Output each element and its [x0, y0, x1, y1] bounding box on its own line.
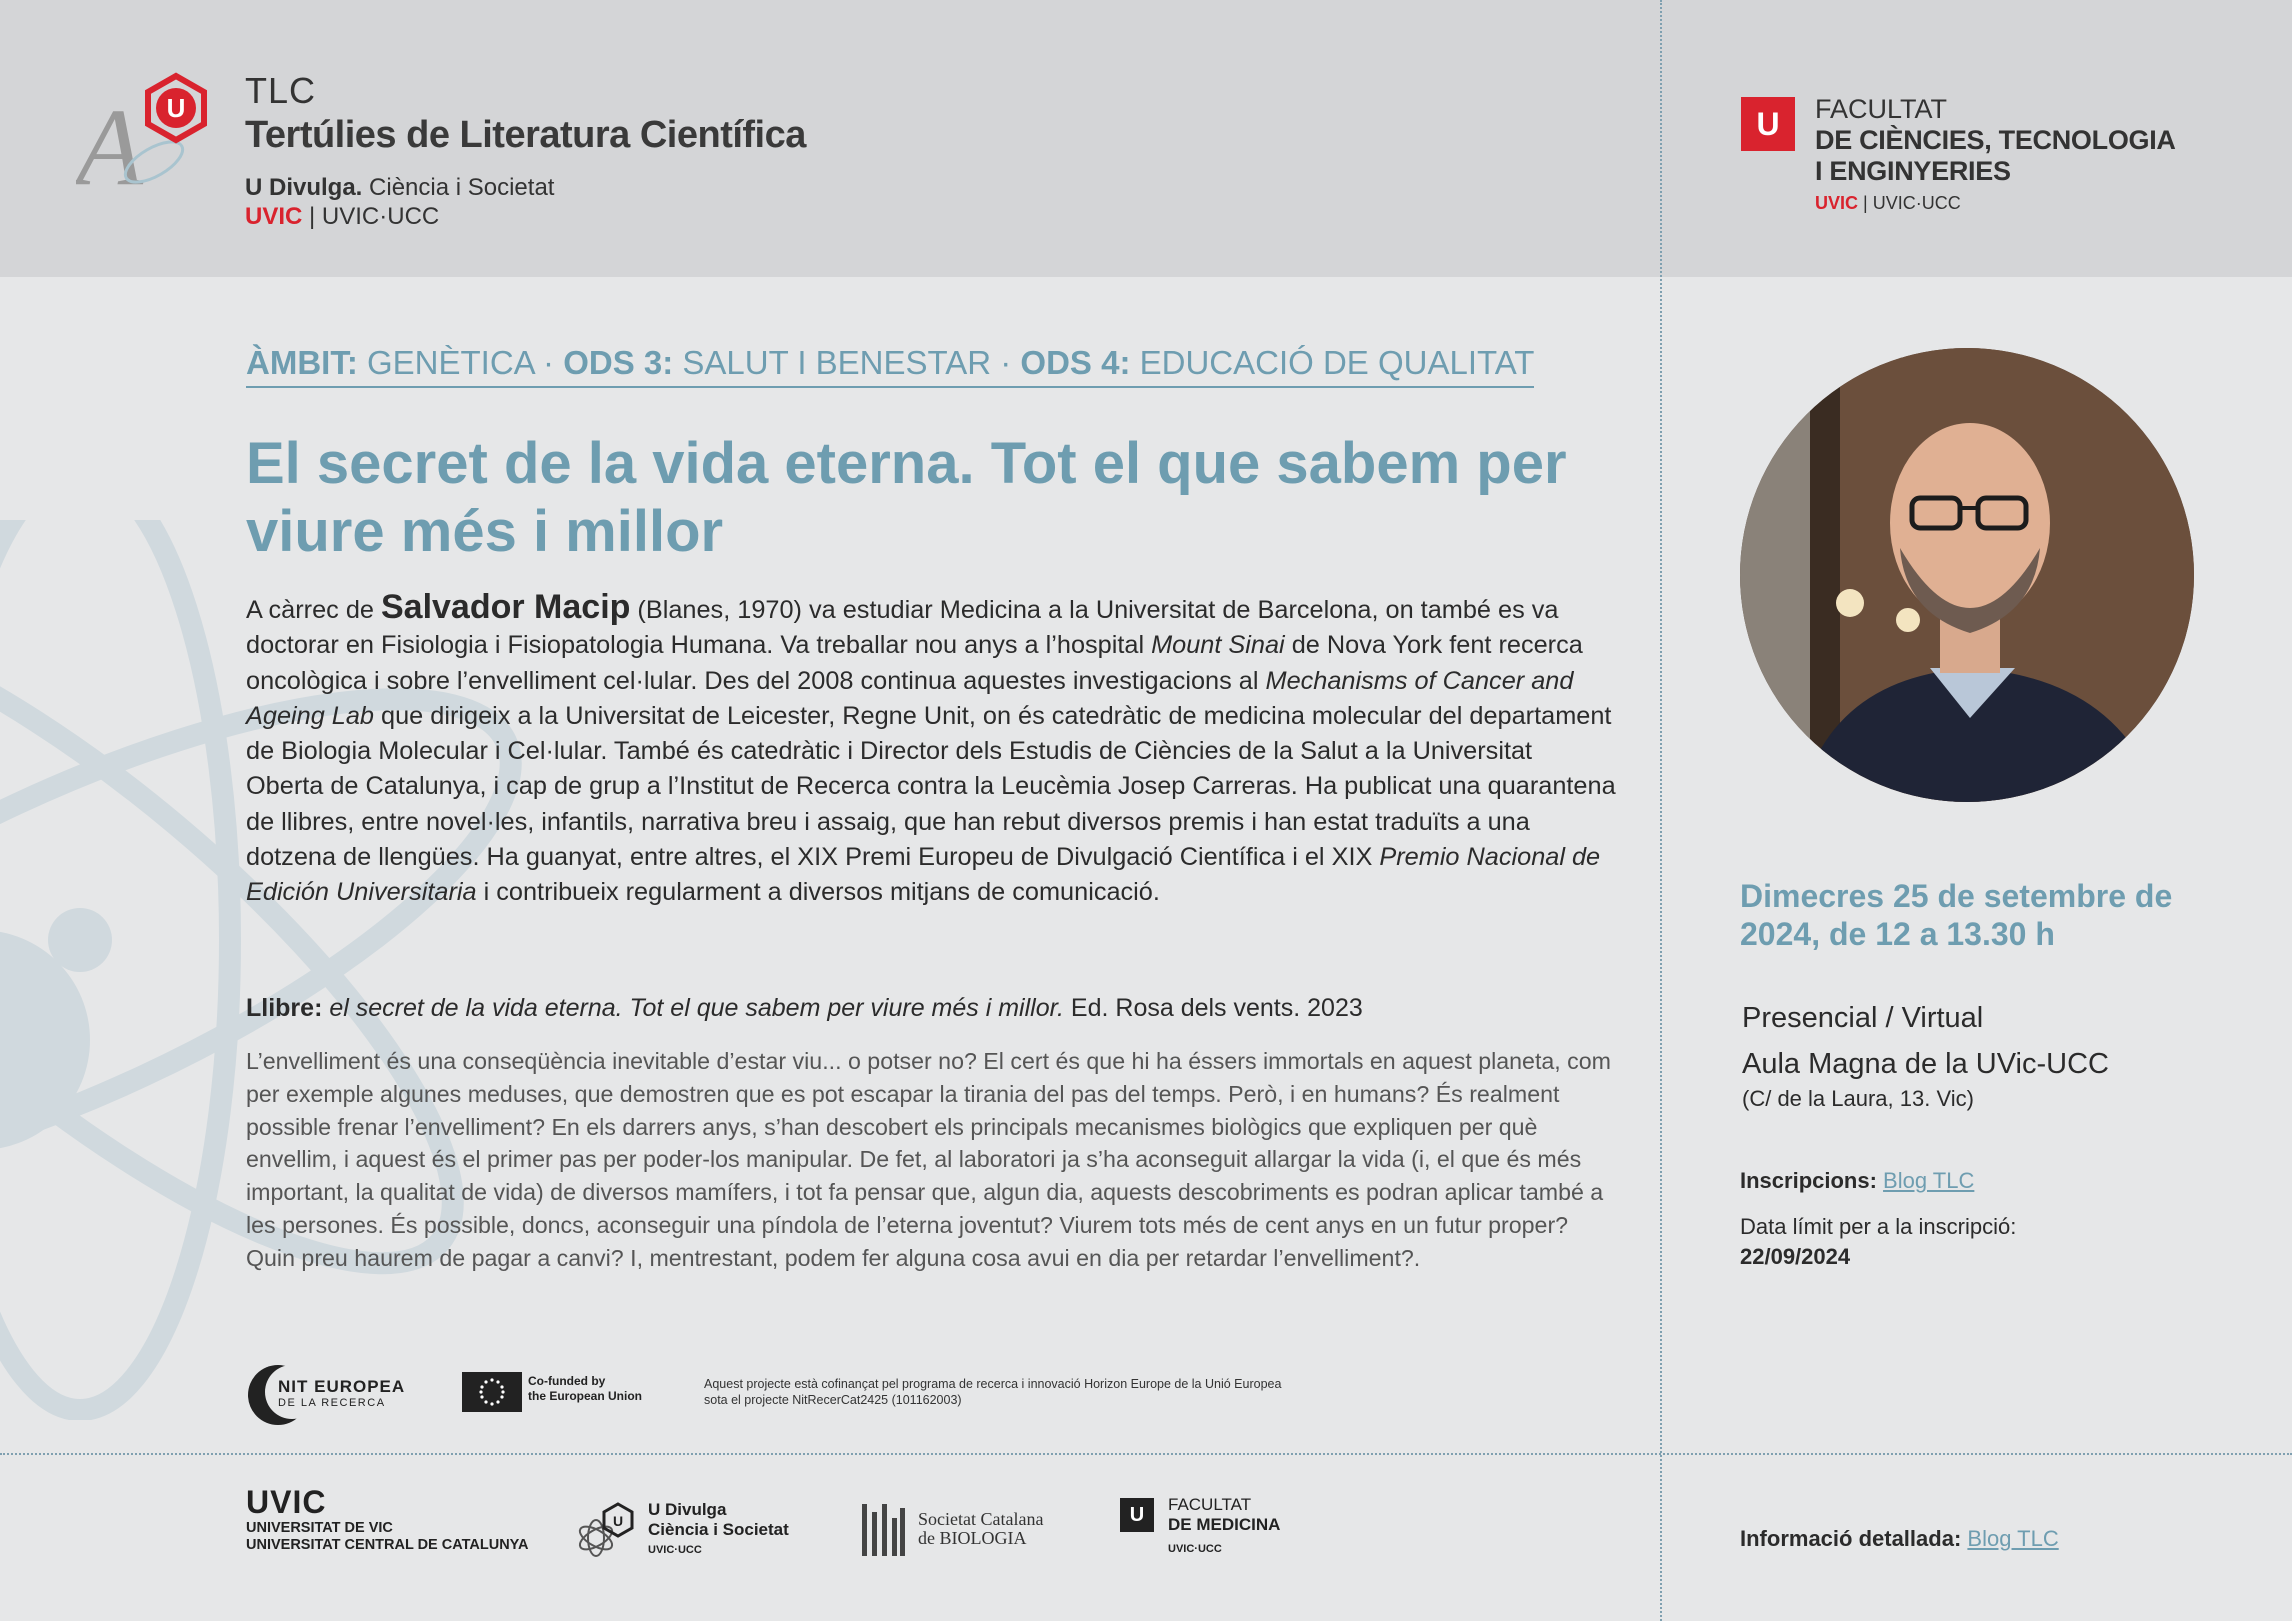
- vertical-divider: [1660, 0, 1662, 1621]
- tlc-name: Tertúlies de Literatura Científica: [245, 114, 806, 156]
- book-line: Llibre: el secret de la vida eterna. Tot el que sabem per viure més i millor. Ed. Rosa dels vents. 2023: [246, 994, 1363, 1022]
- eu-flag-icon: [462, 1372, 522, 1412]
- tlc-logo-icon: [76, 72, 221, 197]
- detailed-info: Informació detallada: Blog TLC: [1740, 1526, 2059, 1551]
- speaker-photo: [1740, 348, 2194, 802]
- speaker-name: Salvador Macip: [380, 588, 631, 626]
- info-link[interactable]: Blog TLC: [1967, 1526, 2059, 1551]
- tlc-abbr: TLC: [245, 70, 317, 111]
- ambit-line: ÀMBIT: GENÈTICA · ODS 3: SALUT I BENESTAR · ODS 4: EDUCACIÓ DE QUALITAT: [246, 344, 1534, 388]
- book-summary: L’envelliment és una conseqüència inevitable d’estar viu... o potser no? El cert és que hi ha éssers immortals en aquest planeta, com per exemple algunes meduses, que demostren que es pot escapar la tirania del pas del temps. Però, i en humans? És realment possible frenar l’envelliment? En els darrers anys, s’han descobert els principals mecanismes biològics que expliquen per què envellim, i aquest és el primer pas per poder-los manipular. De fet, al laboratori ja s’ha aconseguit allargar la vida (i, el que és més important, la qualitat de vida) de diversos mamífers, i tot fa pensar que, algun dia, aquests descobriments es podran aplicar també a les persones. És possible, doncs, aconseguir una píndola de l’eterna joventut? Viurem tots més de cent anys en un futur proper? Quin preu haurem de pagar a canvi? I, mentrestant, podem fer alguna cosa avui en dia per retardar l’envelliment?.: [246, 1048, 1611, 1271]
- footer-divulga-logo: U Divulga Ciència i Societat UVIC·UCC: [648, 1500, 789, 1556]
- footer-medicina-logo: FACULTAT DE MEDICINA UVIC·UCC: [1168, 1495, 1281, 1555]
- event-address: (C/ de la Laura, 13. Vic): [1742, 1086, 1974, 1111]
- svg-text:NIT EUROPEA: NIT EUROPEA: [278, 1377, 406, 1396]
- eu-cofunded-text: Co-funded by the European Union: [528, 1374, 642, 1403]
- page-title: El secret de la vida eterna. Tot el que sabem per viure més i millor: [246, 431, 1567, 564]
- funding-text: Aquest projecte està cofinançat pel programa de recerca i innovació Horizon Europe de la Unió Europea sota el projecte NitRecerCat2425 (101162003): [704, 1377, 1282, 1407]
- faculty-header: FACULTAT DE CIÈNCIES, TECNOLOGIA I ENGINYERIES UVIC | UVIC·UCC: [1815, 94, 2176, 213]
- svg-text:DE LA RECERCA: DE LA RECERCA: [278, 1397, 386, 1409]
- footer-medicina-box: U: [1120, 1498, 1154, 1532]
- faculty-logo-box: U: [1741, 97, 1795, 151]
- footer-uvic-logo: UVIC UNIVERSITAT DE VIC UNIVERSITAT CENTRAL DE CATALUNYA: [246, 1484, 529, 1553]
- horizontal-divider: [0, 1453, 2292, 1455]
- inscriptions: Inscripcions: Blog TLC: [1740, 1168, 1975, 1193]
- divulga-line: U Divulga. Ciència i Societat: [245, 174, 555, 201]
- event-date: Dimecres 25 de setembre de 2024, de 12 a 13.30 h: [1740, 878, 2173, 952]
- svg-text:A: A: [76, 86, 144, 197]
- event-mode: Presencial / Virtual: [1742, 1002, 1984, 1034]
- event-venue: Aula Magna de la UVic-UCC: [1742, 1048, 2109, 1080]
- svg-text:U: U: [612, 1513, 624, 1529]
- deadline-label: Data límit per a la inscripció:: [1740, 1214, 2017, 1239]
- speaker-bio: A càrrec de Salvador Macip (Blanes, 1970) va estudiar Medicina a la Universitat de Barcelona, on també es va doctorar en Fisiologia i Fisiopatologia Humana. Va treballar nou anys a l’hospital Mount Sinai de Nova York fent recerca oncològica i sobre l’envelliment cel·lular. Des del 2008 continua aquestes investigacions al Mechanisms of Cancer and Ageing Lab que dirigeix a la Universitat de Leicester, Regne Unit, on és catedràtic de medicina molecular del departament de Biologia Molecular i Cel·lular. També és catedràtic i Director dels Estudis de Ciències de la Salut a la Universitat Oberta de Catalunya, i cap de grup a l’Institut de Recerca contra la Leucèmia Josep Carreras. Ha publicat una quarantena de llibres, entre novel·les, infantils, narrativa breu i assaig, que han rebut diversos premis i han estat traduïts a una dotzena de llengües. Ha guanyat, entre altres, el XIX Premi Europeu de Divulgació Científica i el XIX Premio Nacional de Edición Universitaria i contribueix regularment a diversos mitjans de comunicació.: [246, 588, 1616, 907]
- nit-europea-logo: [246, 1360, 426, 1430]
- svg-text:U: U: [166, 93, 186, 123]
- divulga-atom-icon: [574, 1502, 638, 1562]
- footer-scb-logo: Societat Catalana de BIOLOGIA: [918, 1509, 1044, 1548]
- inscriptions-link[interactable]: Blog TLC: [1883, 1168, 1975, 1193]
- uvic-line: UVIC | UVIC·UCC: [245, 203, 440, 230]
- deadline-date: 22/09/2024: [1740, 1244, 1851, 1269]
- scb-bars-icon: [860, 1504, 906, 1556]
- tlc-brand: [245, 70, 806, 232]
